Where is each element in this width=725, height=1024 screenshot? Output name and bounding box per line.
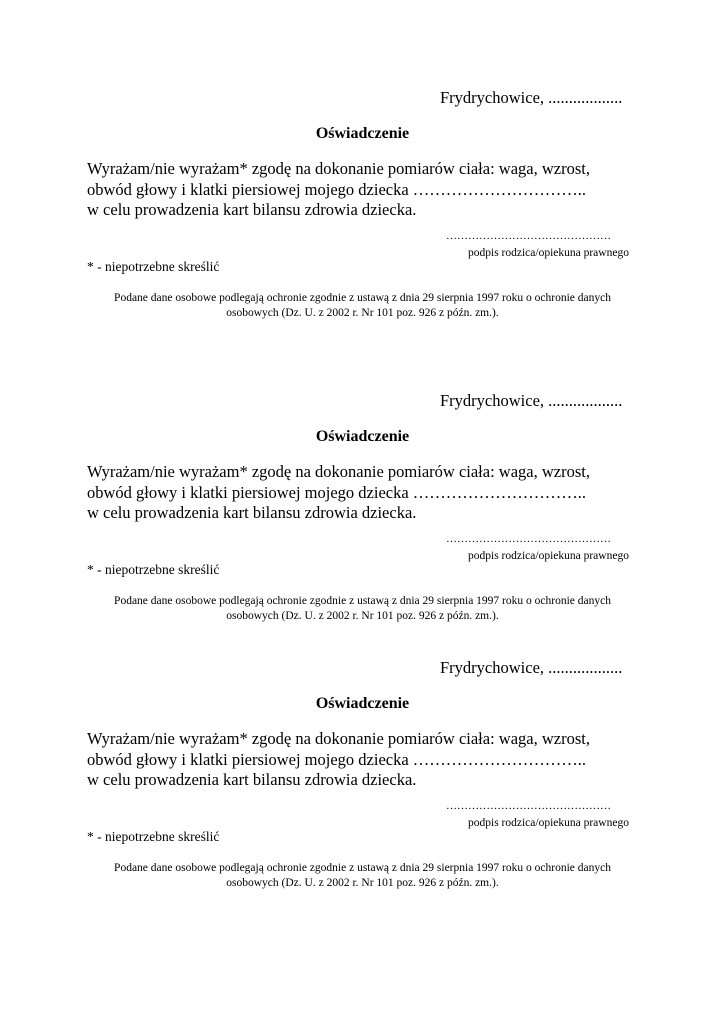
consent-form-3	[0, 658, 725, 918]
consent-line: obwód głowy i klatki piersiowej mojego dziecka …………………………..	[87, 482, 587, 502]
data-protection-notice	[0, 291, 725, 321]
consent-form-1	[0, 88, 725, 348]
signature-line: ………………………………………	[446, 800, 611, 812]
notice-line: Podane dane osobowe podlegają ochronie zgodnie z ustawą z dnia 29 sierpnia 1997 roku o ochronie danych	[114, 862, 611, 874]
notice-line: Podane dane osobowe podlegają ochronie zgodnie z ustawą z dnia 29 sierpnia 1997 roku o ochronie danych	[114, 595, 611, 607]
place-date: Frydrychowice, ..................	[440, 391, 623, 410]
form-title: Oświadczenie	[315, 695, 410, 712]
data-protection-notice	[0, 594, 725, 624]
notice-line: osobowych (Dz. U. z 2002 r. Nr 101 poz. 926 z późn. zm.).	[226, 610, 499, 622]
data-protection-notice	[0, 861, 725, 891]
consent-line: w celu prowadzenia kart bilansu zdrowia dziecka.	[87, 200, 417, 219]
consent-form-2	[0, 391, 725, 651]
consent-line: Wyrażam/nie wyrażam* zgodę na dokonanie pomiarów ciała: waga, wzrost,	[87, 729, 590, 748]
signature-line: ………………………………………	[446, 533, 611, 545]
form-title: Oświadczenie	[315, 428, 410, 445]
footnote: * - niepotrzebne skreślić	[87, 562, 220, 577]
consent-line: w celu prowadzenia kart bilansu zdrowia dziecka.	[87, 770, 417, 789]
signature-label: podpis rodzica/opiekuna prawnego	[468, 247, 629, 259]
consent-line: Wyrażam/nie wyrażam* zgodę na dokonanie pomiarów ciała: waga, wzrost,	[87, 462, 590, 481]
footnote: * - niepotrzebne skreślić	[87, 829, 220, 844]
consent-line: Wyrażam/nie wyrażam* zgodę na dokonanie pomiarów ciała: waga, wzrost,	[87, 159, 590, 178]
form-title: Oświadczenie	[315, 125, 410, 142]
footnote: * - niepotrzebne skreślić	[87, 259, 220, 274]
consent-line: w celu prowadzenia kart bilansu zdrowia dziecka.	[87, 503, 417, 522]
signature-line: ………………………………………	[446, 230, 611, 242]
signature-label: podpis rodzica/opiekuna prawnego	[468, 550, 629, 562]
notice-line: osobowych (Dz. U. z 2002 r. Nr 101 poz. 926 z późn. zm.).	[226, 307, 499, 319]
place-date: Frydrychowice, ..................	[440, 88, 623, 107]
notice-line: Podane dane osobowe podlegają ochronie zgodnie z ustawą z dnia 29 sierpnia 1997 roku o ochronie danych	[114, 292, 611, 304]
signature-label: podpis rodzica/opiekuna prawnego	[468, 817, 629, 829]
consent-text	[87, 462, 687, 524]
place-date: Frydrychowice, ..................	[440, 658, 623, 677]
consent-text	[87, 729, 687, 791]
consent-line: obwód głowy i klatki piersiowej mojego dziecka …………………………..	[87, 749, 587, 769]
consent-text	[87, 159, 687, 221]
notice-line: osobowych (Dz. U. z 2002 r. Nr 101 poz. 926 z późn. zm.).	[226, 877, 499, 889]
consent-line: obwód głowy i klatki piersiowej mojego dziecka …………………………..	[87, 179, 587, 199]
